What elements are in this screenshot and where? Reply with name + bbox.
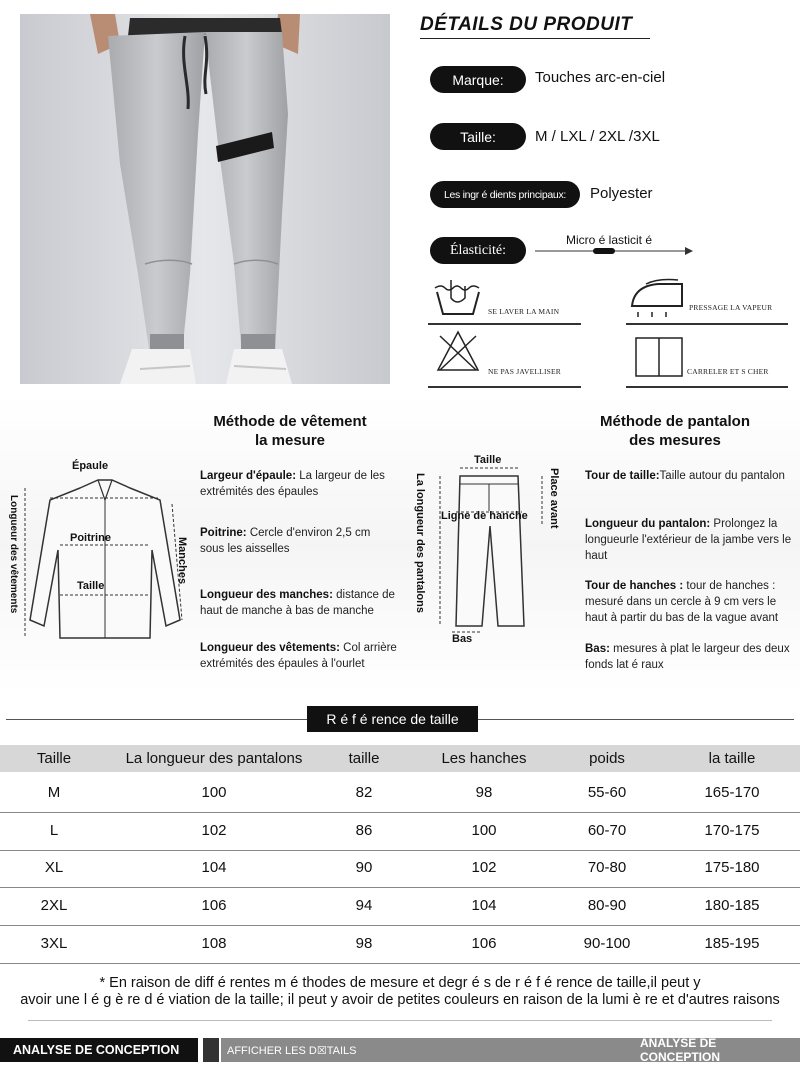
table-cell: 108	[201, 935, 227, 952]
desc-pants-length: Longueur du pantalon: Prolongez la longueurle l'extérieur de la jambe vers le haut	[585, 518, 792, 562]
size-reference-title: R é f é rence de taille	[307, 706, 478, 732]
table-cell: 185-195	[704, 935, 760, 952]
table-cell: 2XL	[40, 897, 68, 914]
table-cell: 86	[355, 822, 373, 839]
table-header-cell: Les hanches	[441, 750, 527, 767]
table-cell: 80-90	[587, 897, 627, 914]
table-cell: 98	[355, 935, 373, 952]
table-cell: 82	[355, 784, 373, 801]
table-header-cell: taille	[348, 750, 380, 767]
elasticity-pill: Élasticité:	[430, 237, 526, 264]
table-cell: 170-175	[704, 822, 760, 839]
size-note-line1: * En raison de diff é rentes m é thodes de mesure et degr é s de r é f é rence de taille,il peut y	[99, 975, 701, 991]
table-cell: 3XL	[40, 935, 68, 952]
no-bleach-icon	[436, 330, 480, 372]
table-cell: 90	[355, 859, 373, 876]
table-cell: 100	[201, 784, 227, 801]
desc-length: Longueur des vêtements: Col arrière extrémités des épaules à l'ourlet	[200, 642, 397, 670]
bottom-label: Bas	[452, 633, 473, 645]
table-row-divider	[0, 963, 800, 964]
table-cell: 55-60	[587, 784, 627, 801]
elasticity-value: Micro é lasticit é	[566, 233, 653, 247]
table-row-divider	[0, 887, 800, 888]
table-cell: 98	[475, 784, 493, 801]
length-label: Longueur des vêtements	[8, 495, 19, 614]
tile-dry-icon	[634, 336, 684, 378]
desc-pants-waist: Tour de taille:Taille autour du pantalon	[585, 470, 785, 482]
waist-label: Taille	[77, 580, 105, 592]
garment-title-line1: Méthode de vêtement	[213, 413, 367, 430]
table-cell: 104	[471, 897, 497, 914]
table-cell: 180-185	[704, 897, 760, 914]
table-cell: 90-100	[583, 935, 631, 952]
care-rule	[626, 323, 788, 325]
elasticity-scale	[535, 244, 695, 258]
table-cell: 175-180	[704, 859, 760, 876]
care-rule	[428, 323, 581, 325]
size-pill: Taille:	[430, 123, 526, 150]
pants-diagram	[430, 466, 550, 636]
brand-pill: Marque:	[430, 66, 526, 93]
desc-shoulder: Largeur d'épaule: La largeur de les extrémités des épaules	[200, 470, 385, 498]
footer-left: ANALYSE DE CONCEPTION	[0, 1038, 198, 1062]
pants-length-label: La longueur des pantalons	[414, 473, 426, 613]
pants-waist-label: Taille	[474, 454, 502, 466]
pants-method-title	[570, 412, 780, 450]
title-underline	[420, 38, 650, 39]
care-rule	[428, 386, 581, 388]
table-header-cell: la taille	[708, 750, 756, 767]
size-note-line2: avoir une l é g è re d é viation de la taille; il peut y avoir de petites couleurs en raison de la lumi è re et d'autres raisons	[20, 992, 780, 1008]
chest-label: Poitrine	[70, 532, 111, 544]
front-rise-label: Place avant	[548, 468, 560, 529]
footer-divider	[28, 1020, 772, 1021]
table-cell: XL	[44, 859, 64, 876]
table-cell: 100	[471, 822, 497, 839]
ingredients-pill: Les ingr é dients principaux:	[430, 181, 580, 208]
table-header-cell: Taille	[36, 750, 72, 767]
shoulder-label: Épaule	[72, 460, 109, 472]
steam-label: PRESSAGE LA VAPEUR	[689, 303, 773, 312]
details-title: DÉTAILS DU PRODUIT	[420, 14, 633, 35]
product-photo	[20, 14, 390, 384]
hip-line-label: Ligne de hanche	[441, 510, 528, 522]
table-header-cell: La longueur des pantalons	[125, 750, 303, 767]
pants-title-line2: des mesures	[629, 432, 721, 449]
table-header-cell: poids	[589, 750, 625, 767]
desc-bottom: Bas: mesures à plat le largeur des deux fonds lat é raux	[585, 643, 790, 671]
tile-dry-label: CARRELER ET S CHER	[687, 367, 769, 376]
footer-right: ANALYSE DE CONCEPTION	[640, 1036, 721, 1064]
footer-bar	[0, 1038, 800, 1062]
table-cell: M	[47, 784, 61, 801]
table-cell: L	[49, 822, 59, 839]
table-row-divider	[0, 812, 800, 813]
table-cell: 102	[201, 822, 227, 839]
desc-hips: Tour de hanches : tour de hanches : mesuré dans un cercle à 9 cm vers le haut à partir du bas de la vague avant	[585, 580, 779, 624]
table-cell: 106	[201, 897, 227, 914]
shirt-diagram	[20, 470, 190, 645]
sleeves-label: Manches	[176, 537, 188, 585]
desc-chest: Poitrine: Cercle d'environ 2,5 cm sous les aisselles	[200, 527, 371, 555]
table-cell: 106	[471, 935, 497, 952]
garment-method-title	[190, 412, 390, 450]
hand-wash-label: SE LAVER LA MAIN	[488, 307, 560, 316]
table-row-divider	[0, 850, 800, 851]
table-cell: 102	[471, 859, 497, 876]
table-cell: 165-170	[704, 784, 760, 801]
size-value: M / LXL / 2XL /3XL	[535, 128, 660, 145]
brand-value: Touches arc-en-ciel	[535, 69, 666, 86]
desc-sleeve: Longueur des manches: distance de haut de manche à bas de manche	[200, 589, 395, 617]
footer-middle: AFFICHER LES D☒TAILS	[221, 1038, 800, 1062]
footer-separator	[203, 1038, 219, 1062]
table-row-divider	[0, 925, 800, 926]
table-cell: 94	[355, 897, 373, 914]
care-rule	[626, 386, 788, 388]
table-cell: 70-80	[587, 859, 627, 876]
pants-title-line1: Méthode de pantalon	[600, 413, 750, 430]
ingredients-value: Polyester	[590, 185, 653, 202]
hand-wash-icon	[433, 278, 483, 318]
table-cell: 60-70	[587, 822, 627, 839]
table-cell: 104	[201, 859, 227, 876]
garment-title-line2: la mesure	[254, 432, 326, 449]
no-bleach-label: NE PAS JAVELLISER	[488, 367, 561, 376]
steam-iron-icon	[628, 278, 686, 318]
